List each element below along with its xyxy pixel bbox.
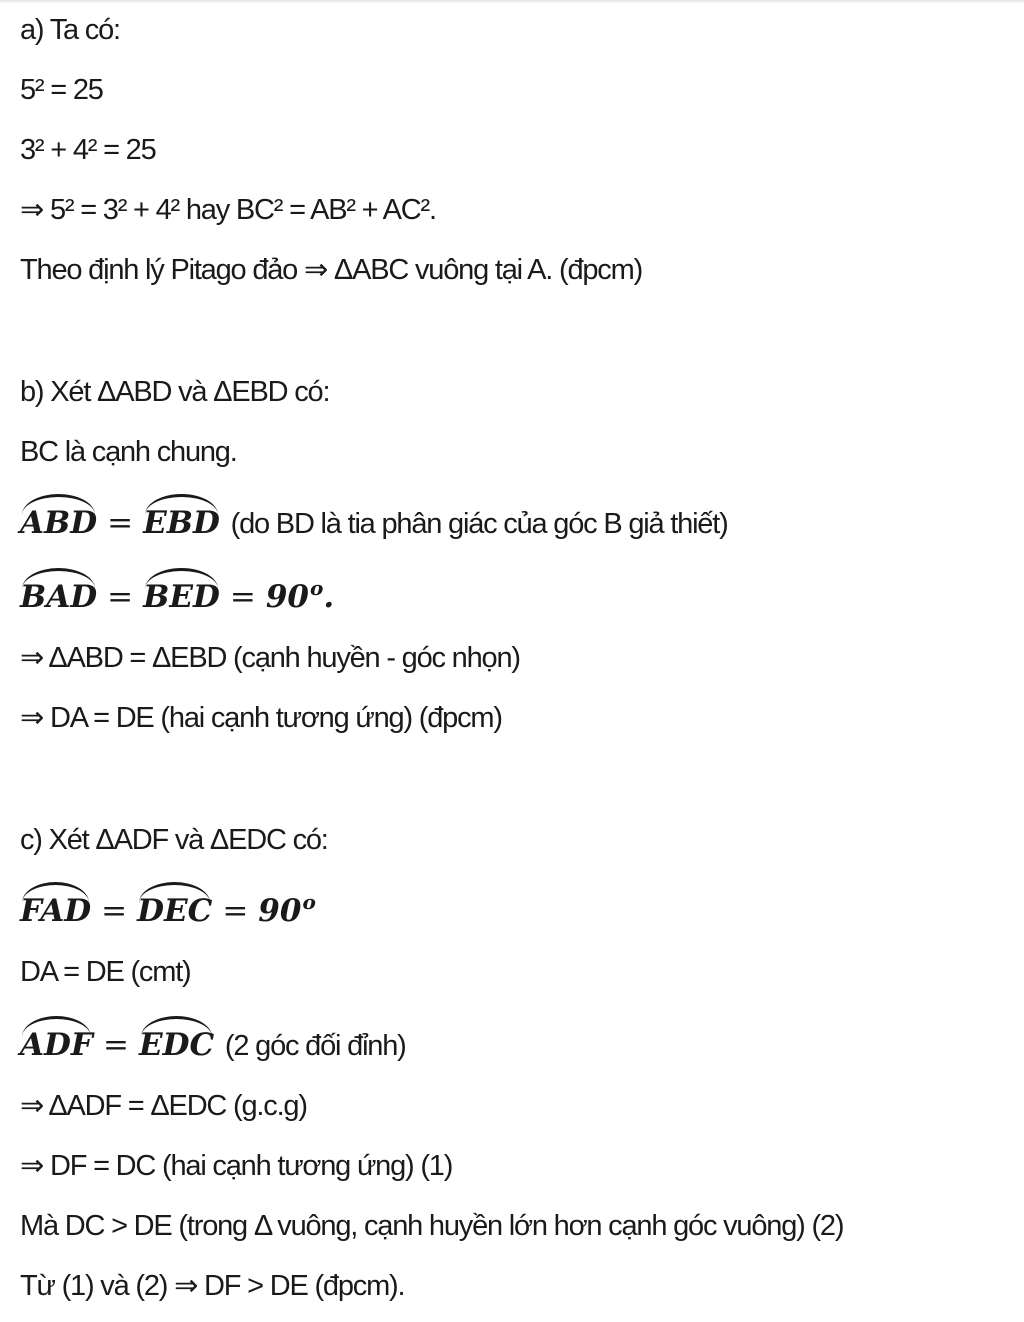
equals-sign: =	[229, 579, 256, 615]
equals-sign: =	[107, 505, 134, 541]
degree-mark: o	[302, 890, 316, 914]
angle-value: 90	[265, 579, 309, 615]
part-b-line-2: BC là cạnh chung.	[20, 436, 237, 468]
part-b-heading: b) Xét ΔABD và ΔEBD có:	[20, 376, 330, 408]
angle-bed: BED	[143, 579, 220, 615]
part-b-angle-equation-2	[20, 578, 334, 613]
part-c-angle-equation-1	[20, 892, 316, 927]
angle-value: 90	[258, 893, 302, 929]
part-a-line-2: 5² = 25	[20, 74, 103, 106]
part-b-line-3: ⇒ ΔABD = ΔEBD (cạnh huyền - góc nhọn)	[20, 642, 520, 674]
angle-abd: ABD	[20, 505, 98, 541]
angle-fad: FAD	[20, 893, 92, 929]
part-c-line-2: DA = DE (cmt)	[20, 956, 191, 988]
part-c-line-5: Mà DC > DE (trong Δ vuông, cạnh huyền lớn hơn cạnh góc vuông) (2)	[20, 1210, 844, 1242]
part-a-conclusion: Theo định lý Pitago đảo ⇒ ΔABC vuông tại A. (đpcm)	[20, 254, 643, 286]
equals-sign: =	[102, 1027, 129, 1063]
angle-equation-note: (2 góc đối đỉnh)	[224, 1030, 406, 1062]
part-c-angle-equation-2	[20, 1026, 406, 1061]
part-c-line-3: ⇒ ΔADF = ΔEDC (g.c.g)	[20, 1090, 307, 1122]
part-c-heading: c) Xét ΔADF và ΔEDC có:	[20, 824, 328, 856]
angle-bad: BAD	[20, 579, 98, 615]
part-a-line-4: ⇒ 5² = 3² + 4² hay BC² = AB² + AC².	[20, 194, 436, 226]
equals-sign: =	[107, 579, 134, 615]
part-a-line-3: 3² + 4² = 25	[20, 134, 156, 166]
top-border	[0, 0, 1024, 4]
equals-sign: =	[101, 893, 128, 929]
part-c-conclusion: Từ (1) và (2) ⇒ DF > DE (đpcm).	[20, 1270, 405, 1302]
degree-mark: o	[309, 576, 324, 600]
equals-sign: =	[222, 893, 249, 929]
period: .	[323, 579, 335, 615]
angle-dec: DEC	[137, 893, 213, 929]
angle-ebd: EBD	[143, 505, 220, 541]
part-b-angle-equation-1	[20, 504, 728, 539]
angle-edc: EDC	[138, 1027, 215, 1063]
part-a-heading: a) Ta có:	[20, 14, 120, 46]
part-c-line-4: ⇒ DF = DC (hai cạnh tương ứng) (1)	[20, 1150, 453, 1182]
part-b-conclusion: ⇒ DA = DE (hai cạnh tương ứng) (đpcm)	[20, 702, 502, 734]
angle-adf: ADF	[20, 1027, 93, 1063]
angle-equation-note: (do BD là tia phân giác của góc B giả thiết)	[230, 508, 728, 540]
